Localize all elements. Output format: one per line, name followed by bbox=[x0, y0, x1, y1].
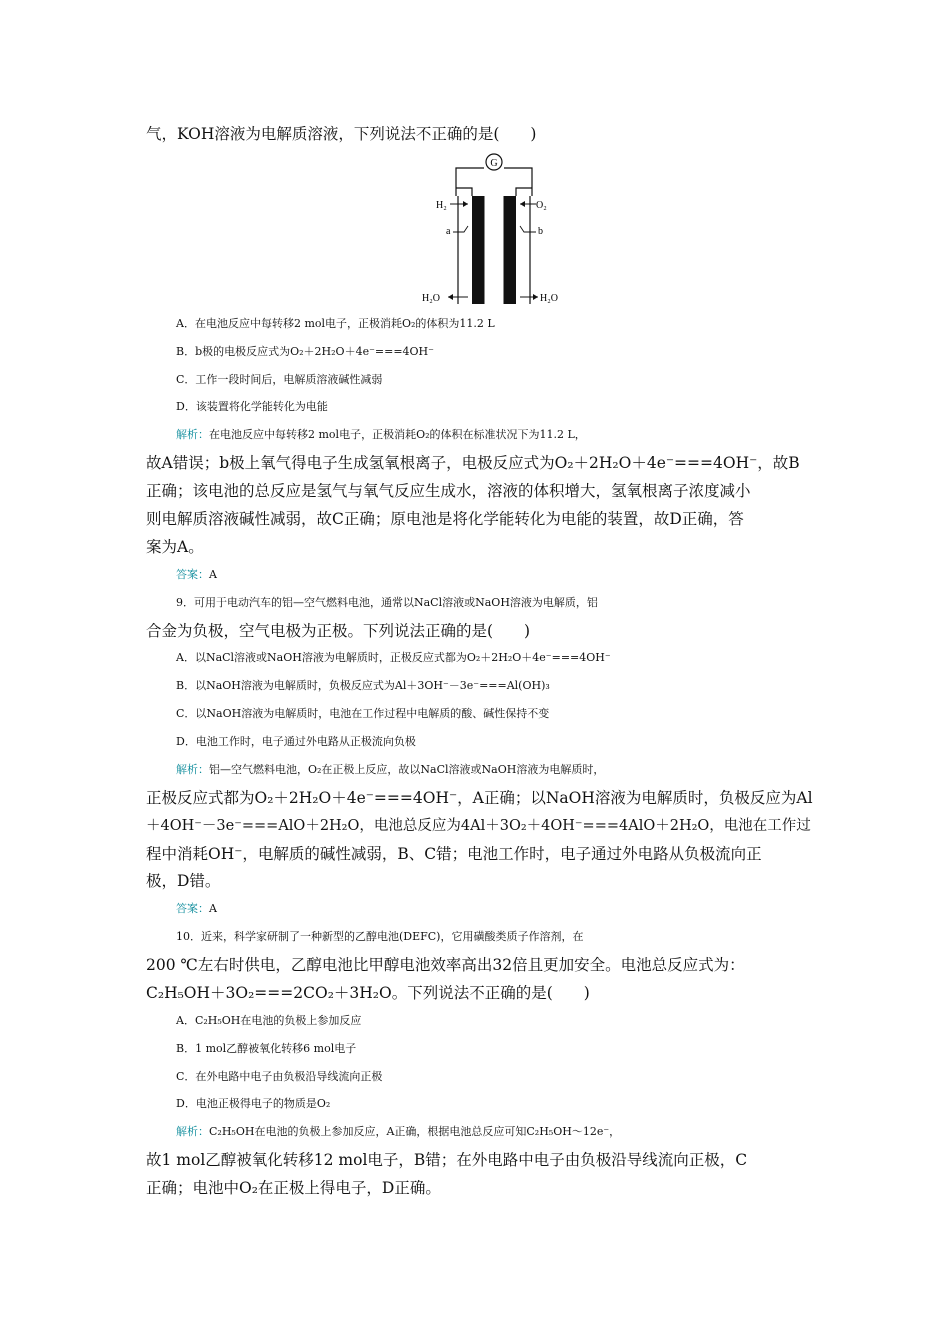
q8-analysis-line: 则电解质溶液碱性减弱，故C正确；原电池是将化学能转化为电能的装置，故D正确，答 bbox=[146, 510, 744, 528]
answer-label: 答案： bbox=[176, 902, 209, 915]
analysis-label: 解析： bbox=[176, 1125, 209, 1138]
arrow-right-icon bbox=[463, 201, 468, 207]
q8-analysis-line: 故A错误；b极上氧气得电子生成氢氧根离子，电极反应式为O₂＋2H₂O＋4e⁻===4OH⁻，故B bbox=[146, 454, 800, 472]
analysis-text: 在电池反应中每转移2 mol电子，正极消耗O₂的体积在标准状况下为11.2 L， bbox=[209, 428, 586, 441]
q8-option-d: D．该装置将化学能转化为电能 bbox=[176, 400, 328, 413]
electrode-b-label: b bbox=[538, 226, 543, 237]
q10-option-a: A．C₂H₅OH在电池的负极上参加反应 bbox=[176, 1014, 362, 1027]
q9-analysis-line bbox=[176, 760, 844, 780]
q8-analysis-line: 正确；该电池的总反应是氢气与氧气反应生成水，溶液的体积增大，氢氧根离子浓度减小 bbox=[146, 482, 751, 500]
arrow-left-icon bbox=[520, 201, 525, 207]
q10-stem: C₂H₅OH＋3O₂===2CO₂＋3H₂O。下列说法不正确的是( ) bbox=[146, 984, 590, 1002]
q9-answer bbox=[176, 899, 844, 919]
q9-analysis-line: 正极反应式都为O₂＋2H₂O＋4e⁻===4OH⁻，A正确；以NaOH溶液为电解质时，负极反应为Al bbox=[146, 789, 813, 807]
arrow-right-icon bbox=[533, 294, 538, 300]
analysis-text: 铝—空气燃料电池，O₂在正极上反应，故以NaCl溶液或NaOH溶液为电解质时， bbox=[209, 763, 605, 776]
q8-option-b: B．b极的电极反应式为O₂＋2H₂O＋4e⁻===4OH⁻ bbox=[176, 345, 434, 358]
q9-option-c: C．以NaOH溶液为电解质时，电池在工作过程中电解质的酸、碱性保持不变 bbox=[176, 707, 550, 720]
fuel-cell-diagram bbox=[416, 148, 576, 308]
electrode-a-label: a bbox=[446, 226, 451, 237]
electrode-a bbox=[472, 196, 484, 304]
q9-analysis-line: ＋4OH⁻－3e⁻===AlO＋2H₂O，电池总反应为4Al＋3O₂＋4OH⁻===4AlO＋2H₂O，电池在工作过 bbox=[146, 818, 811, 834]
analysis-label: 解析： bbox=[176, 428, 209, 441]
q8-analysis-line bbox=[176, 425, 844, 445]
q10-option-d: D．电池正极得电子的物质是O₂ bbox=[176, 1097, 331, 1110]
q8-option-a: A．在电池反应中每转移2 mol电子，正极消耗O₂的体积为11.2 L bbox=[176, 317, 495, 330]
q10-analysis-line: 故1 mol乙醇被氧化转移12 mol电子，B错；在外电路中电子由负极沿导线流向正极，C bbox=[146, 1151, 748, 1169]
q9-option-a: A．以NaCl溶液或NaOH溶液为电解质时，正极反应式都为O₂＋2H₂O＋4e⁻===4OH⁻ bbox=[176, 651, 611, 664]
o2-inlet-label: O₂ bbox=[536, 200, 547, 211]
q9-analysis-line: 极，D错。 bbox=[146, 872, 221, 890]
q9-stem: 9．可用于电动汽车的铝—空气燃料电池，通常以NaCl溶液或NaOH溶液为电解质，铝 bbox=[176, 596, 598, 609]
q8-analysis-line: 案为A。 bbox=[146, 538, 204, 556]
q8-answer bbox=[176, 565, 844, 585]
answer-value: A bbox=[209, 902, 217, 915]
q9-analysis-line: 程中消耗OH⁻，电解质的碱性减弱，B、C错；电池工作时，电子通过外电路从负极流向正 bbox=[146, 845, 762, 863]
analysis-label: 解析： bbox=[176, 763, 209, 776]
q9-option-d: D．电池工作时，电子通过外电路从正极流向负极 bbox=[176, 735, 416, 748]
q9-option-b: B．以NaOH溶液为电解质时，负极反应式为Al＋3OH⁻－3e⁻===Al(OH)₃ bbox=[176, 679, 550, 692]
q10-stem: 200 ℃左右时供电，乙醇电池比甲醇电池效率高出32倍且更加安全。电池总反应式为： bbox=[146, 956, 745, 974]
q10-analysis-line: 正确；电池中O₂在正极上得电子，D正确。 bbox=[146, 1179, 441, 1197]
q10-option-c: C．在外电路中电子由负极沿导线流向正极 bbox=[176, 1070, 383, 1083]
q10-analysis-line bbox=[176, 1122, 844, 1142]
arrow-left-icon bbox=[448, 294, 453, 300]
h2-inlet-label: H₂ bbox=[436, 200, 447, 211]
q10-stem: 10．近来，科学家研制了一种新型的乙醇电池(DEFC)，它用磺酸类质子作溶剂，在 bbox=[176, 930, 584, 943]
h2o-right-label: H₂O bbox=[540, 293, 558, 304]
q8-option-c: C．工作一段时间后，电解质溶液碱性减弱 bbox=[176, 373, 383, 386]
q9-stem: 合金为负极，空气电极为正极。下列说法正确的是( ) bbox=[146, 622, 531, 640]
q8-stem: 气，KOH溶液为电解质溶液，下列说法不正确的是( ) bbox=[146, 125, 537, 143]
answer-label: 答案： bbox=[176, 568, 209, 581]
electrode-b bbox=[504, 196, 516, 304]
analysis-text: C₂H₅OH在电池的负极上参加反应，A正确，根据电池总反应可知C₂H₅OH～12e⁻， bbox=[209, 1125, 621, 1138]
q10-option-b: B．1 mol乙醇被氧化转移6 mol电子 bbox=[176, 1042, 357, 1055]
galvanometer-label: G bbox=[490, 158, 498, 169]
h2o-left-label: H₂O bbox=[422, 293, 440, 304]
answer-value: A bbox=[209, 568, 217, 581]
